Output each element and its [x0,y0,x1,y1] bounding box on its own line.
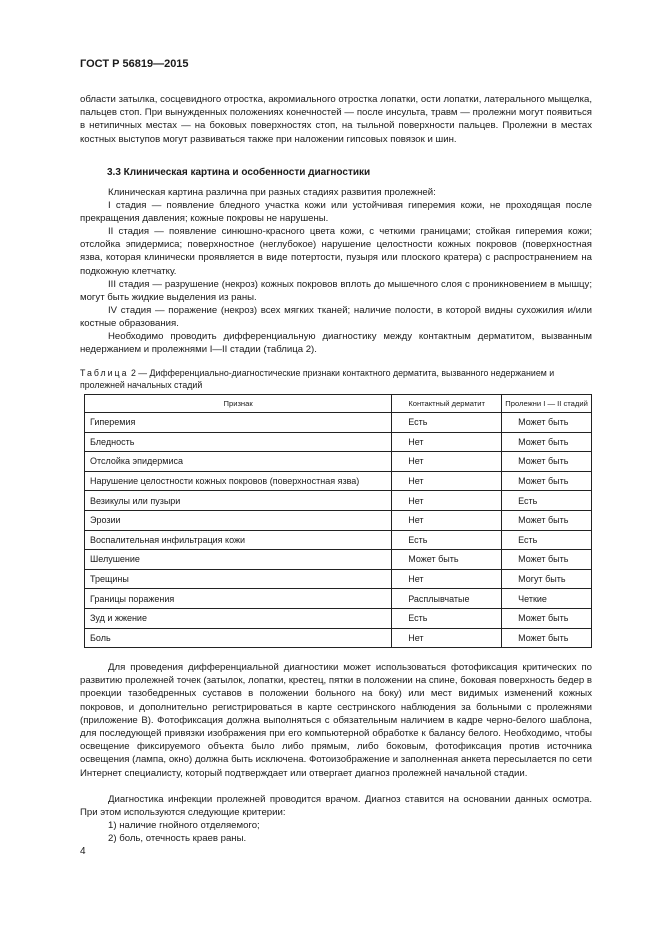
section-title: 3.3 Клиническая картина и особенности диагностики [107,167,371,178]
table-cell: Есть [392,413,502,433]
diagnostic-table [84,394,592,648]
table-cell: Нет [392,510,502,530]
column-header: Контактный дерматит [392,395,502,413]
document-header: ГОСТ Р 56819—2015 [80,58,189,70]
criteria-item: 1) наличие гнойного отделяемого; [108,820,260,831]
table-header-row [85,395,592,413]
table-cell: Нет [392,452,502,472]
table-cell: Может быть [502,550,592,570]
section-paragraph: III стадия — разрушение (некроз) кожных покровов вплоть до мышечного слоя с проникновением в мышцу; могут быть жидкие выделения из раны. [80,279,592,304]
table-row [85,510,592,530]
intro-paragraph: области затылка, сосцевидного отростка, акромиального отростка лопатки, ости лопатки, латерального мыщелка, пальцев стоп. При вынужденных положениях конечностей — после инсульта, травм — пролежни могут появиться в нетипичных местах — на боковых поверхностях стоп, на тыльной поверхности пальцев. Пролежни в местах костных выступов могут развиваться также при наложении гипсовых повязок и шин. [80,94,592,145]
section-paragraph: IV стадия — поражение (некроз) всех мягких тканей; наличие полости, в которой видны сухожилия и/или костные образования. [80,305,592,330]
section-paragraph: I стадия — появление бледного участка кожи или устойчивая гиперемия кожи, не проходящая после прекращения давления; кожные покровы не нарушены. [80,200,592,225]
table-cell: Эрозии [85,510,392,530]
table-caption-text: 2 — Дифференциально-диагностические признаки контактного дерматита, вызванного недержанием и пролежней начальных стадий [80,368,555,390]
table-cell: Нет [392,432,502,452]
body-paragraph: Диагностика инфекции пролежней проводится врачом. Диагноз ставится на основании данных осмотра. При этом используются следующие критерии: [80,794,592,819]
table-cell: Боль [85,628,392,648]
table-cell: Четкие [502,589,592,609]
table-cell: Есть [502,530,592,550]
table-cell: Может быть [502,432,592,452]
table-cell: Расплывчатые [392,589,502,609]
page-number: 4 [80,846,86,857]
table-row [85,432,592,452]
table-row [85,589,592,609]
table-cell: Может быть [502,452,592,472]
table-cell: Зуд и жжение [85,608,392,628]
table-caption [80,367,596,391]
table-row [85,413,592,433]
table-cell: Может быть [502,471,592,491]
body-paragraph: Для проведения дифференциальной диагностики может использоваться фотофиксация критических по развитию пролежней точек (затылок, лопатки, крестец, пятки в положении на спине, боковая поверхность бедер в проекции тазобедренных суставов в положении больного на боку) или мест видимых изменений кожных покровов, и дополнительно регистрироваться в карте сестринского наблюдения за больными с пролежнями (приложение В). Фотофиксация должна выполняться с обязательным наличием в кадре черно-белого шаблона, для последующей привязки изображения при его компьютерной обработке к балансу белого. Необходимо, чтобы освещение фиксируемого объекта было либо прямым, либо боковым, фотофиксация против источника освещения (лампа, окно) должна быть исключена. Фотоизображение и заполненная анкета пересылается по сети Интернет специалисту, который подтверждает или отвергает диагноз пролежней начальной стадии. [80,662,592,779]
table-row [85,608,592,628]
table-cell: Везикулы или пузыри [85,491,392,511]
table-row [85,452,592,472]
criteria-item: 2) боль, отечность краев раны. [108,833,247,844]
table-row [85,569,592,589]
table-cell: Есть [392,530,502,550]
table-cell: Может быть [502,510,592,530]
section-paragraph: Необходимо проводить дифференциальную диагностику между контактным дерматитом, вызванным недержанием и пролежнями I—II стадии (таблица 2). [80,331,592,356]
table-cell: Нет [392,491,502,511]
table-cell: Нет [392,471,502,491]
table-cell: Отслойка эпидермиса [85,452,392,472]
column-header: Пролежни I — II стадий [502,395,592,413]
table-cell: Гиперемия [85,413,392,433]
table-caption-label: Таблица [80,368,129,378]
table-cell: Может быть [502,413,592,433]
table-cell: Нет [392,569,502,589]
table-cell: Могут быть [502,569,592,589]
table-cell: Воспалительная инфильтрация кожи [85,530,392,550]
table-cell: Шелушение [85,550,392,570]
table-cell: Нарушение целостности кожных покровов (поверхностная язва) [85,471,392,491]
table-cell: Может быть [392,550,502,570]
section-paragraph: II стадия — появление синюшно-красного цвета кожи, с четкими границами; стойкая гиперемия кожи; отслойка эпидермиса; поверхностное (неглубокое) нарушение целостности кожных покровов (поверхностная язва, которая клинически проявляется в виде потертости, пузыря или плоского кратера) с распространением на подкожную клетчатку. [80,226,592,277]
table-row [85,550,592,570]
table-cell: Трещины [85,569,392,589]
table-cell: Бледность [85,432,392,452]
table-row [85,471,592,491]
table-cell: Есть [392,608,502,628]
table-cell: Есть [502,491,592,511]
section-paragraph: Клиническая картина различна при разных стадиях развития пролежней: [108,187,436,198]
table-cell: Границы поражения [85,589,392,609]
table-cell: Может быть [502,608,592,628]
table-row [85,491,592,511]
table-cell: Нет [392,628,502,648]
table-cell: Может быть [502,628,592,648]
table-row [85,530,592,550]
table-row [85,628,592,648]
column-header: Признак [85,395,392,413]
